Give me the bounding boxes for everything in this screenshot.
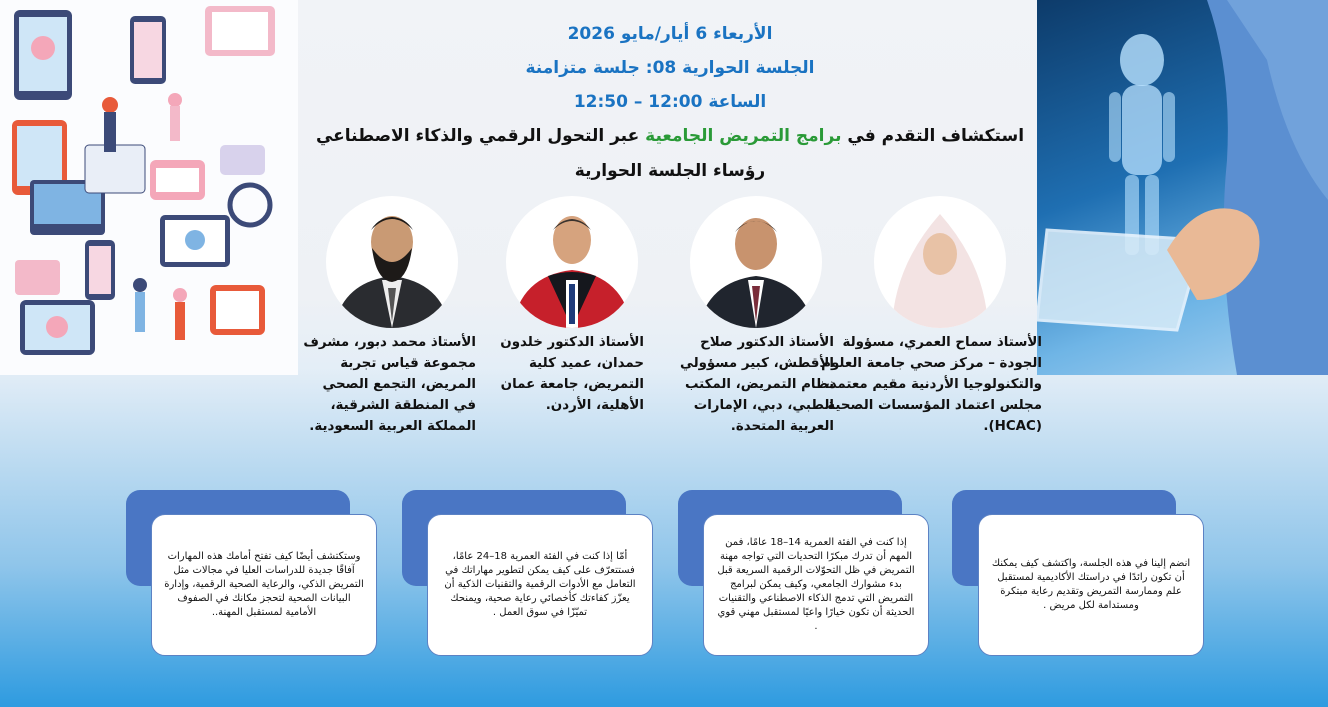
title-part-1: استكشاف التقدم في <box>841 126 1025 146</box>
speaker-bio: الأستاذ سماح العمري، مسؤولة الجودة – مركز صحي جامعة العلوم والتكنولوجيا الأردنية مقيم معتمد، مجلس اعتماد المؤسسات الصحية (HCAC). <box>821 335 1042 434</box>
event-date: الأربعاء 6 أيار/مايو 2026 <box>567 24 773 44</box>
speaker-photo <box>506 196 638 328</box>
speaker-bio: الأستاذ الدكتور صلاح الأقطش، كبير مسؤولي نظام التمريض، المكتب الطبي، دبي، الإمارات العربية المتحدة. <box>680 335 834 434</box>
info-card <box>427 514 653 656</box>
title-part-2: عبر التحول الرقمي والذكاء الاصطناعي <box>315 126 646 146</box>
speaker-bio: الأستاذ محمد دبور، مشرف مجموعة قياس تجربة المريض، التجمع الصحي في المنطقة الشرقية، المملكة العربية السعودية. <box>303 335 476 434</box>
speaker-photo <box>874 196 1006 328</box>
session-title <box>300 126 1040 146</box>
session-time: الساعة 12:00 – 12:50 <box>573 92 767 112</box>
info-card <box>151 514 377 656</box>
speaker-photo <box>690 196 822 328</box>
info-card <box>978 514 1204 656</box>
title-highlight: برامج التمريض الجامعية <box>645 126 842 146</box>
chairs-heading: رؤساء الجلسة الحوارية <box>574 161 766 181</box>
info-card <box>703 514 929 656</box>
speaker-bio: الأستاذ الدكتور خلدون حمدان، عميد كلية التمريض، جامعة عمان الأهلية، الأردن. <box>500 335 644 413</box>
nurse-tablet-photo <box>1037 0 1328 375</box>
info-card-text: وستكتشف أيضًا كيف تفتح أمامك هذه المهارات آفاقًا جديدة للدراسات العليا في مجالات مثل التمريض الذكي، والرعاية الصحية الرقمية، وإدارة البيانات الصحية لتحجز مكانك في الصفوف الأمامية لمستقبل المهنة.. <box>164 551 364 618</box>
session-label: الجلسة الحوارية 08: جلسة متزامنة <box>525 58 815 78</box>
info-card-text: أمّا إذا كنت في الفئة العمرية 18–24 عامًا، فستتعرّف على كيف يمكن لتطوير مهاراتك في التعامل مع الأدوات الرقمية والتقنيات الذكية أن يعزّز كفاءتك كأخصائي رعاية صحية، ويمنحك تميّزًا في سوق العمل . <box>444 551 636 618</box>
info-card-text: إذا كنت في الفئة العمرية 14–18 عامًا، فمن المهم أن تدرك مبكرًا التحديات التي تواجه مهنة التمريض في ظل التحوّلات الرقمية السريعة قبل بدء مشوارك الجامعي، وكيف يمكن لبرامج التمريض التي تدمج الذكاء الاصطناعي والتقنيات الحديثة أن تكون خيارًا واعيًا لمستقبل مهني قوي . <box>717 537 915 632</box>
digital-health-illustration <box>0 0 298 375</box>
speaker-photo <box>326 196 458 328</box>
info-card-text: انضم إلينا في هذه الجلسة، واكتشف كيف يمكنك أن تكون رائدًا في دراستك الأكاديمية لمستقبل علم وممارسة التمريض وتقديم رعاية مبتكرة ومستدامة لكل مريض . <box>991 558 1191 611</box>
